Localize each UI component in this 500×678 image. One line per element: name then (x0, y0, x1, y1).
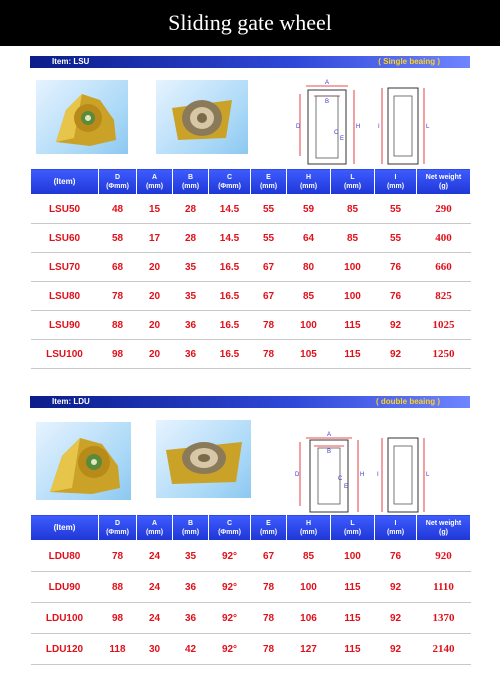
spec-value-cell: 59 (287, 195, 331, 224)
spec-value-cell: 55 (375, 195, 417, 224)
item-code-cell: LDU80 (31, 541, 99, 572)
spec-value-cell: 100 (331, 253, 375, 282)
spec-value-cell: 15 (137, 195, 173, 224)
net-weight-cell: 1370 (417, 603, 471, 634)
label-a: A (324, 80, 330, 86)
header-cell: Net weight (g) (417, 169, 471, 195)
label-d: D (295, 472, 300, 478)
ldu-section (30, 396, 470, 665)
net-weight-cell: 2140 (417, 634, 471, 665)
header-cell: E (mm) (251, 169, 287, 195)
lsu-spec-table (30, 168, 471, 369)
header-cell: (Item) (31, 515, 99, 541)
table-row (31, 572, 471, 603)
spec-value-cell: 85 (287, 282, 331, 311)
spec-value-cell: 68 (99, 253, 137, 282)
spec-value-cell: 100 (287, 311, 331, 340)
spec-value-cell: 36 (173, 340, 209, 369)
label-i: I (378, 124, 380, 130)
spec-value-cell: 20 (137, 311, 173, 340)
page-title: Sliding gate wheel (0, 0, 500, 46)
header-cell: A (mm) (137, 169, 173, 195)
spec-value-cell: 16.5 (209, 282, 251, 311)
item-code-cell: LSU60 (31, 224, 99, 253)
spec-value-cell: 35 (173, 282, 209, 311)
spec-value-cell: 24 (137, 541, 173, 572)
spec-value-cell: 115 (331, 634, 375, 665)
spec-value-cell: 64 (287, 224, 331, 253)
spec-value-cell: 115 (331, 572, 375, 603)
label-d: D (296, 124, 301, 130)
header-cell: D (Φmm) (99, 169, 137, 195)
spec-value-cell: 100 (287, 572, 331, 603)
spec-value-cell: 88 (99, 572, 137, 603)
spec-value-cell: 92 (375, 572, 417, 603)
spec-value-cell: 100 (331, 541, 375, 572)
label-b: B (326, 449, 332, 455)
spec-value-cell: 118 (99, 634, 137, 665)
item-bar (30, 56, 470, 68)
spec-value-cell: 80 (287, 253, 331, 282)
spec-value-cell: 24 (137, 572, 173, 603)
header-cell: C (Φmm) (209, 515, 251, 541)
spec-value-cell: 30 (137, 634, 173, 665)
label-e: E (344, 484, 349, 490)
net-weight-cell: 400 (417, 224, 471, 253)
spec-value-cell: 36 (173, 311, 209, 340)
spec-value-cell: 92 (375, 603, 417, 634)
item-code-cell: LDU90 (31, 572, 99, 603)
spec-value-cell: 105 (287, 340, 331, 369)
spec-value-cell: 20 (137, 340, 173, 369)
header-cell: Net weight (g) (417, 515, 471, 541)
net-weight-cell: 660 (417, 253, 471, 282)
spec-value-cell: 115 (331, 311, 375, 340)
label-a: A (326, 432, 332, 438)
spec-value-cell: 127 (287, 634, 331, 665)
spec-value-cell: 36 (173, 603, 209, 634)
spec-value-cell: 88 (99, 311, 137, 340)
bearing-note: ( Single beaing ) (378, 57, 440, 66)
net-weight-cell: 1250 (417, 340, 471, 369)
header-cell: D (Φmm) (99, 515, 137, 541)
net-weight-cell: 1025 (417, 311, 471, 340)
spec-value-cell: 92 (375, 634, 417, 665)
label-l: L (426, 472, 430, 478)
spec-value-cell: 106 (287, 603, 331, 634)
net-weight-cell: 1110 (417, 572, 471, 603)
spec-value-cell: 67 (251, 253, 287, 282)
product-photo-side (156, 420, 251, 498)
header-cell: B (mm) (173, 515, 209, 541)
header-cell: H (mm) (287, 515, 331, 541)
spec-value-cell: 98 (99, 340, 137, 369)
header-cell: C (Φmm) (209, 169, 251, 195)
spec-value-cell: 20 (137, 253, 173, 282)
spec-value-cell: 58 (99, 224, 137, 253)
spec-value-cell: 28 (173, 195, 209, 224)
product-images (30, 68, 470, 168)
spec-value-cell: 14.5 (209, 224, 251, 253)
spec-value-cell: 115 (331, 340, 375, 369)
spec-value-cell: 78 (251, 634, 287, 665)
table-row (31, 282, 471, 311)
spec-value-cell: 92° (209, 634, 251, 665)
technical-drawing-front (292, 76, 362, 168)
table-row (31, 603, 471, 634)
lsu-table-body (31, 195, 471, 369)
spec-value-cell: 92 (375, 340, 417, 369)
spec-value-cell: 67 (251, 541, 287, 572)
technical-drawing-side (376, 416, 436, 514)
bearing-note: ( double beaing ) (376, 397, 440, 406)
item-code-cell: LDU100 (31, 603, 99, 634)
spec-value-cell: 24 (137, 603, 173, 634)
spec-value-cell: 98 (99, 603, 137, 634)
product-images (30, 408, 470, 514)
technical-drawing-front (292, 416, 368, 514)
spec-value-cell: 28 (173, 224, 209, 253)
table-row (31, 311, 471, 340)
spec-value-cell: 14.5 (209, 195, 251, 224)
header-cell: I (mm) (375, 169, 417, 195)
item-code-cell: LSU80 (31, 282, 99, 311)
header-cell: H (mm) (287, 169, 331, 195)
spec-value-cell: 78 (251, 311, 287, 340)
spec-value-cell: 55 (375, 224, 417, 253)
spec-value-cell: 55 (251, 224, 287, 253)
header-cell: E (mm) (251, 515, 287, 541)
item-label: Item: LDU (52, 397, 90, 406)
label-h: H (360, 472, 365, 478)
spec-value-cell: 67 (251, 282, 287, 311)
item-code-cell: LSU50 (31, 195, 99, 224)
spec-value-cell: 20 (137, 282, 173, 311)
item-label: Item: LSU (52, 57, 90, 66)
product-photo-front (36, 422, 131, 500)
spec-value-cell: 92° (209, 572, 251, 603)
item-code-cell: LSU100 (31, 340, 99, 369)
spec-value-cell: 17 (137, 224, 173, 253)
net-weight-cell: 290 (417, 195, 471, 224)
product-photo-side (156, 80, 248, 154)
spec-value-cell: 85 (287, 541, 331, 572)
spec-value-cell: 100 (331, 282, 375, 311)
spec-value-cell: 16.5 (209, 340, 251, 369)
spec-value-cell: 78 (251, 572, 287, 603)
table-row (31, 340, 471, 369)
spec-value-cell: 78 (99, 541, 137, 572)
table-header-row (31, 515, 471, 541)
spec-value-cell: 35 (173, 541, 209, 572)
header-cell: A (mm) (137, 515, 173, 541)
spec-value-cell: 36 (173, 572, 209, 603)
spec-value-cell: 85 (331, 195, 375, 224)
label-i: I (377, 472, 379, 478)
spec-value-cell: 76 (375, 541, 417, 572)
spec-value-cell: 78 (251, 603, 287, 634)
table-row (31, 253, 471, 282)
label-h: H (356, 124, 361, 130)
label-c: C (334, 130, 339, 136)
net-weight-cell: 825 (417, 282, 471, 311)
spec-value-cell: 76 (375, 253, 417, 282)
header-cell: L (mm) (331, 169, 375, 195)
table-row (31, 224, 471, 253)
spec-value-cell: 55 (251, 195, 287, 224)
item-code-cell: LDU120 (31, 634, 99, 665)
item-bar (30, 396, 470, 408)
spec-value-cell: 92 (375, 311, 417, 340)
spec-value-cell: 92° (209, 541, 251, 572)
table-row (31, 634, 471, 665)
label-c: C (338, 476, 343, 482)
spec-value-cell: 92° (209, 603, 251, 634)
table-header-row (31, 169, 471, 195)
spec-value-cell: 85 (331, 224, 375, 253)
spec-value-cell: 78 (99, 282, 137, 311)
header-cell: B (mm) (173, 169, 209, 195)
item-code-cell: LSU70 (31, 253, 99, 282)
product-photo-front (36, 80, 128, 154)
technical-drawing-side (376, 76, 436, 168)
spec-value-cell: 76 (375, 282, 417, 311)
spec-value-cell: 16.5 (209, 253, 251, 282)
lsu-section (30, 56, 470, 369)
spec-value-cell: 78 (251, 340, 287, 369)
label-l: L (426, 124, 430, 130)
label-e: E (340, 136, 345, 142)
spec-value-cell: 35 (173, 253, 209, 282)
spec-value-cell: 42 (173, 634, 209, 665)
spec-value-cell: 115 (331, 603, 375, 634)
table-row (31, 195, 471, 224)
spec-value-cell: 16.5 (209, 311, 251, 340)
label-b: B (324, 99, 330, 105)
item-code-cell: LSU90 (31, 311, 99, 340)
ldu-table-body (31, 541, 471, 665)
ldu-spec-table (30, 514, 471, 665)
table-row (31, 541, 471, 572)
spec-value-cell: 48 (99, 195, 137, 224)
header-cell: (Item) (31, 169, 99, 195)
header-cell: L (mm) (331, 515, 375, 541)
header-cell: I (mm) (375, 515, 417, 541)
net-weight-cell: 920 (417, 541, 471, 572)
